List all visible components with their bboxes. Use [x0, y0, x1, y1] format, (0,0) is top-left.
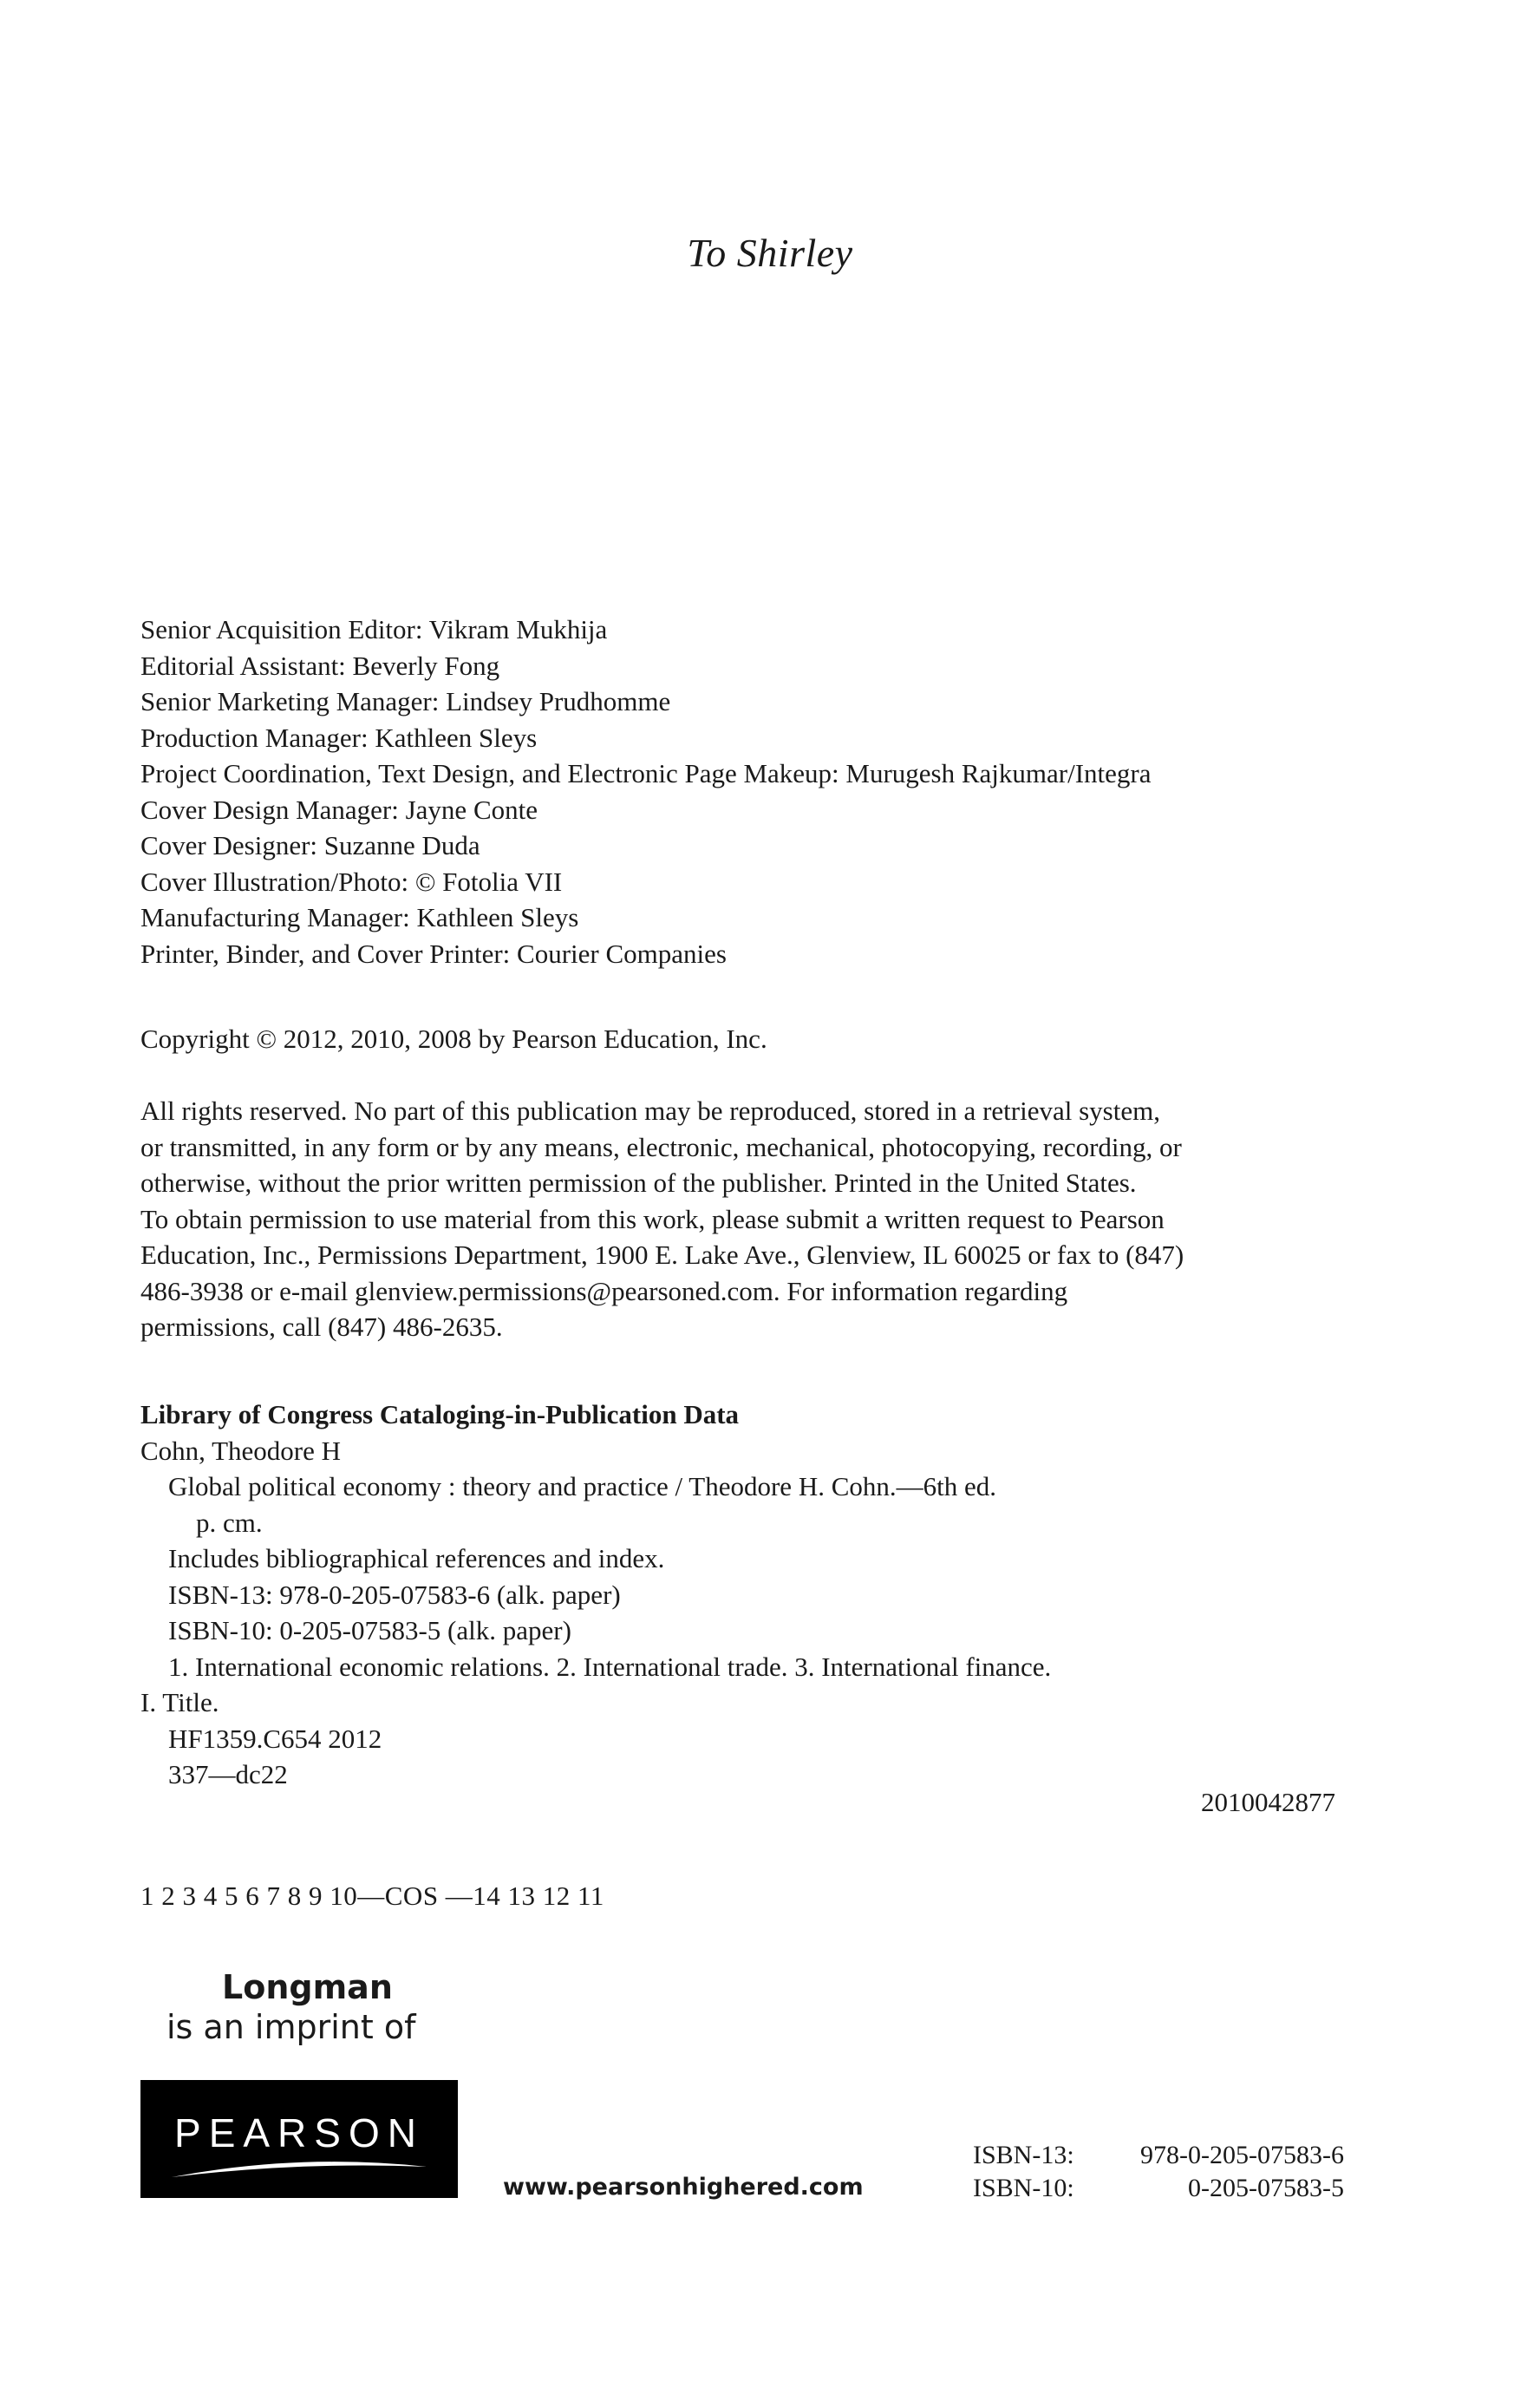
rights-statement	[140, 1093, 1372, 1345]
credit-line: Senior Acquisition Editor: Vikram Mukhija	[140, 614, 608, 644]
logo-swoosh-icon	[140, 2080, 458, 2198]
cip-isbn13: ISBN-13: 978-0-205-07583-6 (alk. paper)	[168, 1579, 621, 1610]
cip-pages: p. cm.	[196, 1507, 263, 1538]
rights-line: Education, Inc., Permissions Department, 1900 E. Lake Ave., Glenview, IL 60025 or fax to (847)	[140, 1240, 1184, 1270]
rights-line: otherwise, without the prior written permission of the publisher. Printed in the United States.	[140, 1168, 1137, 1198]
cip-lc-class: HF1359.C654 2012	[168, 1723, 382, 1754]
credit-line: Production Manager: Kathleen Sleys	[140, 722, 538, 753]
isbn10-line	[973, 2174, 1344, 2203]
isbn10-label: ISBN-10:	[973, 2174, 1074, 2202]
rights-line: 486-3938 or e-mail glenview.permissions@pearsoned.com. For information regarding	[140, 1275, 1068, 1306]
cip-isbn10: ISBN-10: 0-205-07583-5 (alk. paper)	[168, 1615, 571, 1645]
credit-line: Editorial Assistant: Beverly Fong	[140, 650, 500, 681]
publisher-url: www.pearsonhighered.com	[503, 2174, 864, 2201]
credit-line: Project Coordination, Text Design, and Electronic Page Makeup: Murugesh Rajkumar/Integra	[140, 758, 1152, 788]
credit-line: Cover Illustration/Photo: © Fotolia VII	[140, 866, 563, 897]
credit-line: Cover Designer: Suzanne Duda	[140, 830, 480, 860]
credit-line: Printer, Binder, and Cover Printer: Courier Companies	[140, 938, 727, 969]
imprint-tagline: is an imprint of	[166, 2008, 416, 2046]
cip-heading: Library of Congress Cataloging-in-Publication Data	[140, 1399, 740, 1429]
print-line: 1 2 3 4 5 6 7 8 9 10—COS —14 13 12 11	[140, 1881, 604, 1911]
logo-wordmark: PEARSON	[174, 2110, 424, 2155]
cip-title: Global political economy : theory and practice / Theodore H. Cohn.—6th ed.	[168, 1471, 997, 1501]
cip-title-entry: I. Title.	[140, 1687, 219, 1717]
pearson-logo	[140, 2080, 458, 2198]
isbn10-value: 0-205-07583-5	[1188, 2174, 1344, 2202]
dedication: To Shirley	[687, 231, 853, 275]
isbn13-value: 978-0-205-07583-6	[1140, 2141, 1344, 2169]
rights-line: All rights reserved. No part of this publication may be reproduced, stored in a retrieval system,	[140, 1096, 1160, 1126]
rights-line: permissions, call (847) 486-2635.	[140, 1312, 503, 1342]
imprint-brand: Longman	[222, 1968, 393, 2006]
production-credits	[140, 612, 1372, 971]
credit-line: Cover Design Manager: Jayne Conte	[140, 794, 538, 825]
rights-line: or transmitted, in any form or by any means, electronic, mechanical, photocopying, recording, or	[140, 1131, 1182, 1162]
cip-data	[140, 1397, 1372, 1793]
copyright-notice: Copyright © 2012, 2010, 2008 by Pearson Education, Inc.	[140, 1024, 767, 1054]
cip-author: Cohn, Theodore H	[140, 1435, 342, 1466]
cip-subjects: 1. International economic relations. 2. International trade. 3. International finance.	[168, 1651, 1052, 1682]
imprint-statement	[166, 1967, 415, 2047]
isbn13-label: ISBN-13:	[973, 2141, 1074, 2169]
cip-dewey: 337—dc22	[168, 1759, 288, 1789]
credit-line: Senior Marketing Manager: Lindsey Prudhomme	[140, 686, 671, 716]
isbn13-line	[973, 2141, 1344, 2170]
lccn: 2010042877	[1201, 1787, 1335, 1817]
cip-notes: Includes bibliographical references and index.	[168, 1543, 665, 1573]
credit-line: Manufacturing Manager: Kathleen Sleys	[140, 902, 579, 932]
rights-line: To obtain permission to use material from this work, please submit a written request to Pearson	[140, 1203, 1165, 1234]
